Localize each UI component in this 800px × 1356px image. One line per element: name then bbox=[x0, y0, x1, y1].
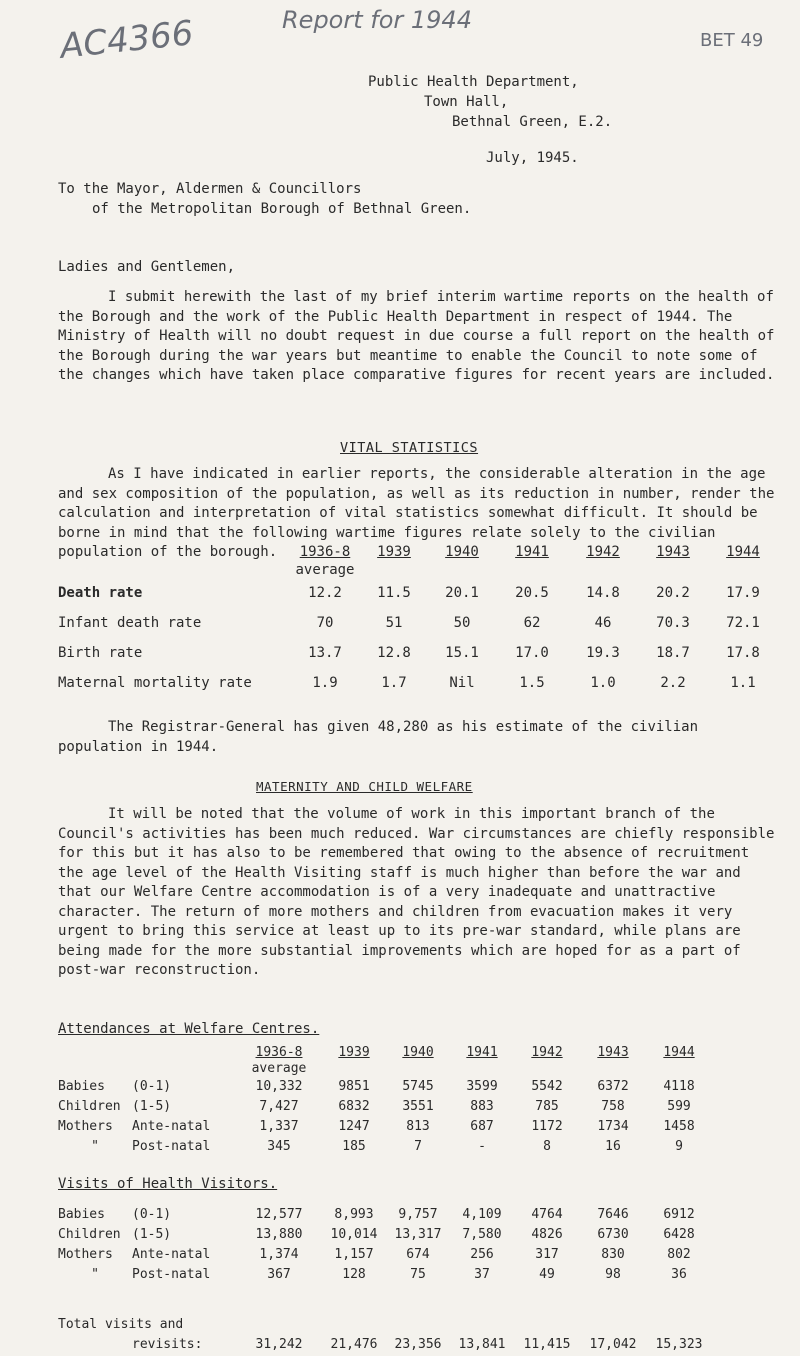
intro-paragraph: I submit herewith the last of my brief interim wartime reports on the health of the Borough and the work of the Public Health Department in respect of 1944. The Ministry of Health will no doubt request in due course a full report on the health of the Borough during the war years but meantime to enable the Council to note some of the changes which have taken place comparative figures for recent years are included. bbox=[58, 289, 775, 383]
salutation: Ladies and Gentlemen, bbox=[58, 259, 236, 275]
letterhead-line-2: Town Hall, bbox=[424, 94, 509, 110]
table-cell: 9851 bbox=[338, 1078, 370, 1094]
table-cell: 813 bbox=[406, 1118, 430, 1134]
table-cell: 98 bbox=[605, 1266, 621, 1282]
row-sublabel: Ante-natal bbox=[132, 1118, 211, 1134]
row-label: " bbox=[91, 1266, 99, 1282]
table-cell: 19.3 bbox=[586, 645, 620, 661]
row-sublabel: (0-1) bbox=[132, 1206, 172, 1222]
table-cell: 7,427 bbox=[259, 1098, 299, 1114]
vital-statistics-paragraph: As I have indicated in earlier reports, the considerable alteration in the age and sex composition of the population, as well as its reduction in number, render the calculation and interpretation of vital statistics somewhat difficult. It should be borne in mind that the following wartime figures relate solely to the civilian population of the borough. bbox=[58, 466, 775, 560]
table-cell: 18.7 bbox=[656, 645, 690, 661]
column-header: 1936-8 bbox=[299, 544, 351, 560]
table-cell: 5745 bbox=[402, 1078, 434, 1094]
corner-cell bbox=[58, 1045, 236, 1060]
table-cell: 7 bbox=[414, 1138, 422, 1154]
ref-code-annotation: AC4366 bbox=[58, 13, 196, 67]
table-cell: 51 bbox=[385, 615, 403, 631]
maternity-heading: MATERNITY AND CHILD WELFARE bbox=[256, 779, 473, 794]
table-cell: 20.2 bbox=[656, 585, 690, 601]
column-header: 1944 bbox=[726, 544, 760, 560]
table-cell: 1.9 bbox=[312, 675, 338, 691]
table-row bbox=[58, 1096, 778, 1116]
table-cell: 6372 bbox=[597, 1078, 629, 1094]
table-cell: 12,577 bbox=[255, 1206, 303, 1222]
row-label: Maternal mortality rate bbox=[58, 675, 252, 691]
table-cell: 1458 bbox=[663, 1118, 695, 1134]
table-cell: 1,374 bbox=[259, 1246, 299, 1262]
table-row bbox=[58, 1224, 778, 1244]
table-cell: 2.2 bbox=[660, 675, 686, 691]
table-cell: 6730 bbox=[597, 1226, 629, 1242]
table-cell: Nil bbox=[449, 675, 475, 691]
table-cell: 36 bbox=[671, 1266, 687, 1282]
row-sublabel: Ante-natal bbox=[132, 1246, 211, 1262]
table-row bbox=[58, 1076, 778, 1096]
table-cell: 10,014 bbox=[330, 1226, 378, 1242]
table-cell: - bbox=[478, 1138, 486, 1154]
column-header: 1939 bbox=[338, 1045, 370, 1060]
table-cell: 49 bbox=[539, 1266, 555, 1282]
table-cell: 785 bbox=[535, 1098, 559, 1114]
table-cell: 8,993 bbox=[334, 1206, 374, 1222]
table-cell: 830 bbox=[601, 1246, 625, 1262]
table-cell: 185 bbox=[342, 1138, 366, 1154]
table-cell: 12.8 bbox=[377, 645, 411, 661]
column-header: 1940 bbox=[402, 1045, 434, 1060]
table-cell: 7,580 bbox=[462, 1226, 502, 1242]
table-row bbox=[58, 1264, 778, 1284]
table-cell: 5542 bbox=[531, 1078, 563, 1094]
table-cell: 8 bbox=[543, 1138, 551, 1154]
table-cell: 13,880 bbox=[255, 1226, 303, 1242]
totals-row bbox=[58, 1334, 778, 1354]
table-cell: 1172 bbox=[531, 1118, 563, 1134]
table-cell: 46 bbox=[594, 615, 612, 631]
table-cell: 75 bbox=[410, 1266, 426, 1282]
table-cell: 1.5 bbox=[519, 675, 545, 691]
row-label: Mothers bbox=[58, 1118, 113, 1134]
letter-date: July, 1945. bbox=[486, 150, 579, 166]
column-header: 1943 bbox=[597, 1045, 629, 1060]
table-cell: 6832 bbox=[338, 1098, 370, 1114]
table-cell: 4764 bbox=[531, 1206, 563, 1222]
table-cell: 674 bbox=[406, 1246, 430, 1262]
table-row bbox=[58, 638, 778, 668]
table-cell: 1.7 bbox=[381, 675, 407, 691]
table-cell: 11.5 bbox=[377, 585, 411, 601]
table-cell: 128 bbox=[342, 1266, 366, 1282]
table-cell: 1734 bbox=[597, 1118, 629, 1134]
table-cell: 12.2 bbox=[308, 585, 342, 601]
table-cell: 1,157 bbox=[334, 1246, 374, 1262]
row-sublabel: (1-5) bbox=[132, 1098, 172, 1114]
column-header: 1943 bbox=[656, 544, 690, 560]
total-cell: 11,415 bbox=[523, 1336, 571, 1352]
table-cell: 20.5 bbox=[515, 585, 549, 601]
total-cell: 13,841 bbox=[458, 1336, 506, 1352]
row-label: " bbox=[91, 1138, 99, 1154]
table-row bbox=[58, 668, 778, 698]
table-cell: 7646 bbox=[597, 1206, 629, 1222]
table-cell: 37 bbox=[474, 1266, 490, 1282]
table-cell: 6428 bbox=[663, 1226, 695, 1242]
row-label: Birth rate bbox=[58, 645, 143, 661]
total-cell: 15,323 bbox=[655, 1336, 703, 1352]
column-header: 1944 bbox=[663, 1045, 695, 1060]
table-cell: 10,332 bbox=[255, 1078, 303, 1094]
table-cell: 9,757 bbox=[398, 1206, 438, 1222]
total-cell: 23,356 bbox=[394, 1336, 442, 1352]
table-cell: 1.1 bbox=[730, 675, 756, 691]
table-cell: 1.0 bbox=[590, 675, 616, 691]
table-cell: 1247 bbox=[338, 1118, 370, 1134]
report-note-annotation: Report for 1944 bbox=[282, 6, 472, 34]
row-sublabel: Post-natal bbox=[132, 1266, 211, 1282]
table-row bbox=[58, 608, 778, 638]
table-cell: 599 bbox=[667, 1098, 691, 1114]
total-label-line-1: Total visits and bbox=[58, 1316, 184, 1332]
column-header: 1941 bbox=[466, 1045, 498, 1060]
row-label: Mothers bbox=[58, 1246, 113, 1262]
table-cell: 50 bbox=[453, 615, 471, 631]
table-cell: 70 bbox=[316, 615, 334, 631]
archive-ref-annotation: BET 49 bbox=[700, 30, 764, 51]
vital-statistics-heading: VITAL STATISTICS bbox=[340, 440, 479, 456]
table-cell: 15.1 bbox=[445, 645, 479, 661]
table-cell: 883 bbox=[470, 1098, 494, 1114]
total-label-line-2: revisits: bbox=[132, 1336, 203, 1352]
row-label: Death rate bbox=[58, 585, 143, 601]
health-visitors-table bbox=[58, 1204, 778, 1354]
table-cell: 4826 bbox=[531, 1226, 563, 1242]
table-cell: 70.3 bbox=[656, 615, 690, 631]
row-sublabel: Post-natal bbox=[132, 1138, 211, 1154]
table-cell: 4118 bbox=[663, 1078, 695, 1094]
total-cell: 17,042 bbox=[589, 1336, 637, 1352]
table-cell: 17.0 bbox=[515, 645, 549, 661]
table-cell: 802 bbox=[667, 1246, 691, 1262]
column-header: 1936-8 bbox=[255, 1045, 303, 1060]
table-cell: 256 bbox=[470, 1246, 494, 1262]
table-row bbox=[58, 578, 778, 608]
row-label: Infant death rate bbox=[58, 615, 202, 631]
table-row bbox=[58, 1244, 778, 1264]
table-cell: 13,317 bbox=[394, 1226, 442, 1242]
average-label: average bbox=[251, 1060, 307, 1076]
table-cell: 62 bbox=[523, 615, 541, 631]
table-cell: 6912 bbox=[663, 1206, 695, 1222]
table-cell: 687 bbox=[470, 1118, 494, 1134]
average-label: average bbox=[295, 562, 355, 578]
row-label: Babies bbox=[58, 1078, 105, 1094]
table-row bbox=[58, 1116, 778, 1136]
row-sublabel: (0-1) bbox=[132, 1078, 172, 1094]
table-cell: 758 bbox=[601, 1098, 625, 1114]
health-visitors-heading: Visits of Health Visitors. bbox=[58, 1176, 278, 1192]
total-cell: 31,242 bbox=[255, 1336, 303, 1352]
table-row bbox=[58, 1204, 778, 1224]
table-cell: 1,337 bbox=[259, 1118, 299, 1134]
table-cell: 3599 bbox=[466, 1078, 498, 1094]
column-header: 1939 bbox=[377, 544, 411, 560]
vital-statistics-table bbox=[58, 542, 778, 698]
table-row bbox=[58, 1136, 778, 1156]
row-label: Babies bbox=[58, 1206, 105, 1222]
table-cell: 14.8 bbox=[586, 585, 620, 601]
column-header: 1942 bbox=[586, 544, 620, 560]
row-label: Children bbox=[58, 1098, 121, 1114]
table-cell: 3551 bbox=[402, 1098, 434, 1114]
table-cell: 345 bbox=[267, 1138, 291, 1154]
table-cell: 17.8 bbox=[726, 645, 760, 661]
population-note: The Registrar-General has given 48,280 as his estimate of the civilian population in 1944. bbox=[58, 719, 699, 755]
table-cell: 17.9 bbox=[726, 585, 760, 601]
total-cell: 21,476 bbox=[330, 1336, 378, 1352]
row-label: Children bbox=[58, 1226, 121, 1242]
letterhead-line-3: Bethnal Green, E.2. bbox=[452, 114, 613, 130]
column-header: 1940 bbox=[445, 544, 479, 560]
attendances-heading: Attendances at Welfare Centres. bbox=[58, 1021, 320, 1037]
row-sublabel: (1-5) bbox=[132, 1226, 172, 1242]
maternity-paragraph: It will be noted that the volume of work in this important branch of the Council's activities has been much reduced. War circumstances are chiefly responsible for this but it has also to be remembered that owing to the absence of recruitment the age level of the Health Visiting staff is much higher than before the war and that our Welfare Centre accommodation is of a very inadequate and unattractive character. The return of more mothers and children from evacuation makes it very urgent to bring this service at least up to its pre-war standard, while plans are being made for the more substantial improvements which are hoped for as a part of post-war reconstruction. bbox=[58, 806, 775, 978]
addressee-line-1: To the Mayor, Aldermen & Councillors bbox=[58, 181, 362, 197]
table-cell: 72.1 bbox=[726, 615, 760, 631]
table-cell: 20.1 bbox=[445, 585, 479, 601]
attendances-table bbox=[58, 1045, 778, 1156]
table-cell: 9 bbox=[675, 1138, 683, 1154]
table-cell: 4,109 bbox=[462, 1206, 502, 1222]
column-header: 1941 bbox=[515, 544, 549, 560]
corner-cell bbox=[58, 542, 290, 562]
column-header: 1942 bbox=[531, 1045, 563, 1060]
table-cell: 16 bbox=[605, 1138, 621, 1154]
table-cell: 317 bbox=[535, 1246, 559, 1262]
table-cell: 13.7 bbox=[308, 645, 342, 661]
addressee-line-2: of the Metropolitan Borough of Bethnal Green. bbox=[92, 201, 472, 217]
letterhead-line-1: Public Health Department, bbox=[368, 74, 579, 90]
table-cell: 367 bbox=[267, 1266, 291, 1282]
